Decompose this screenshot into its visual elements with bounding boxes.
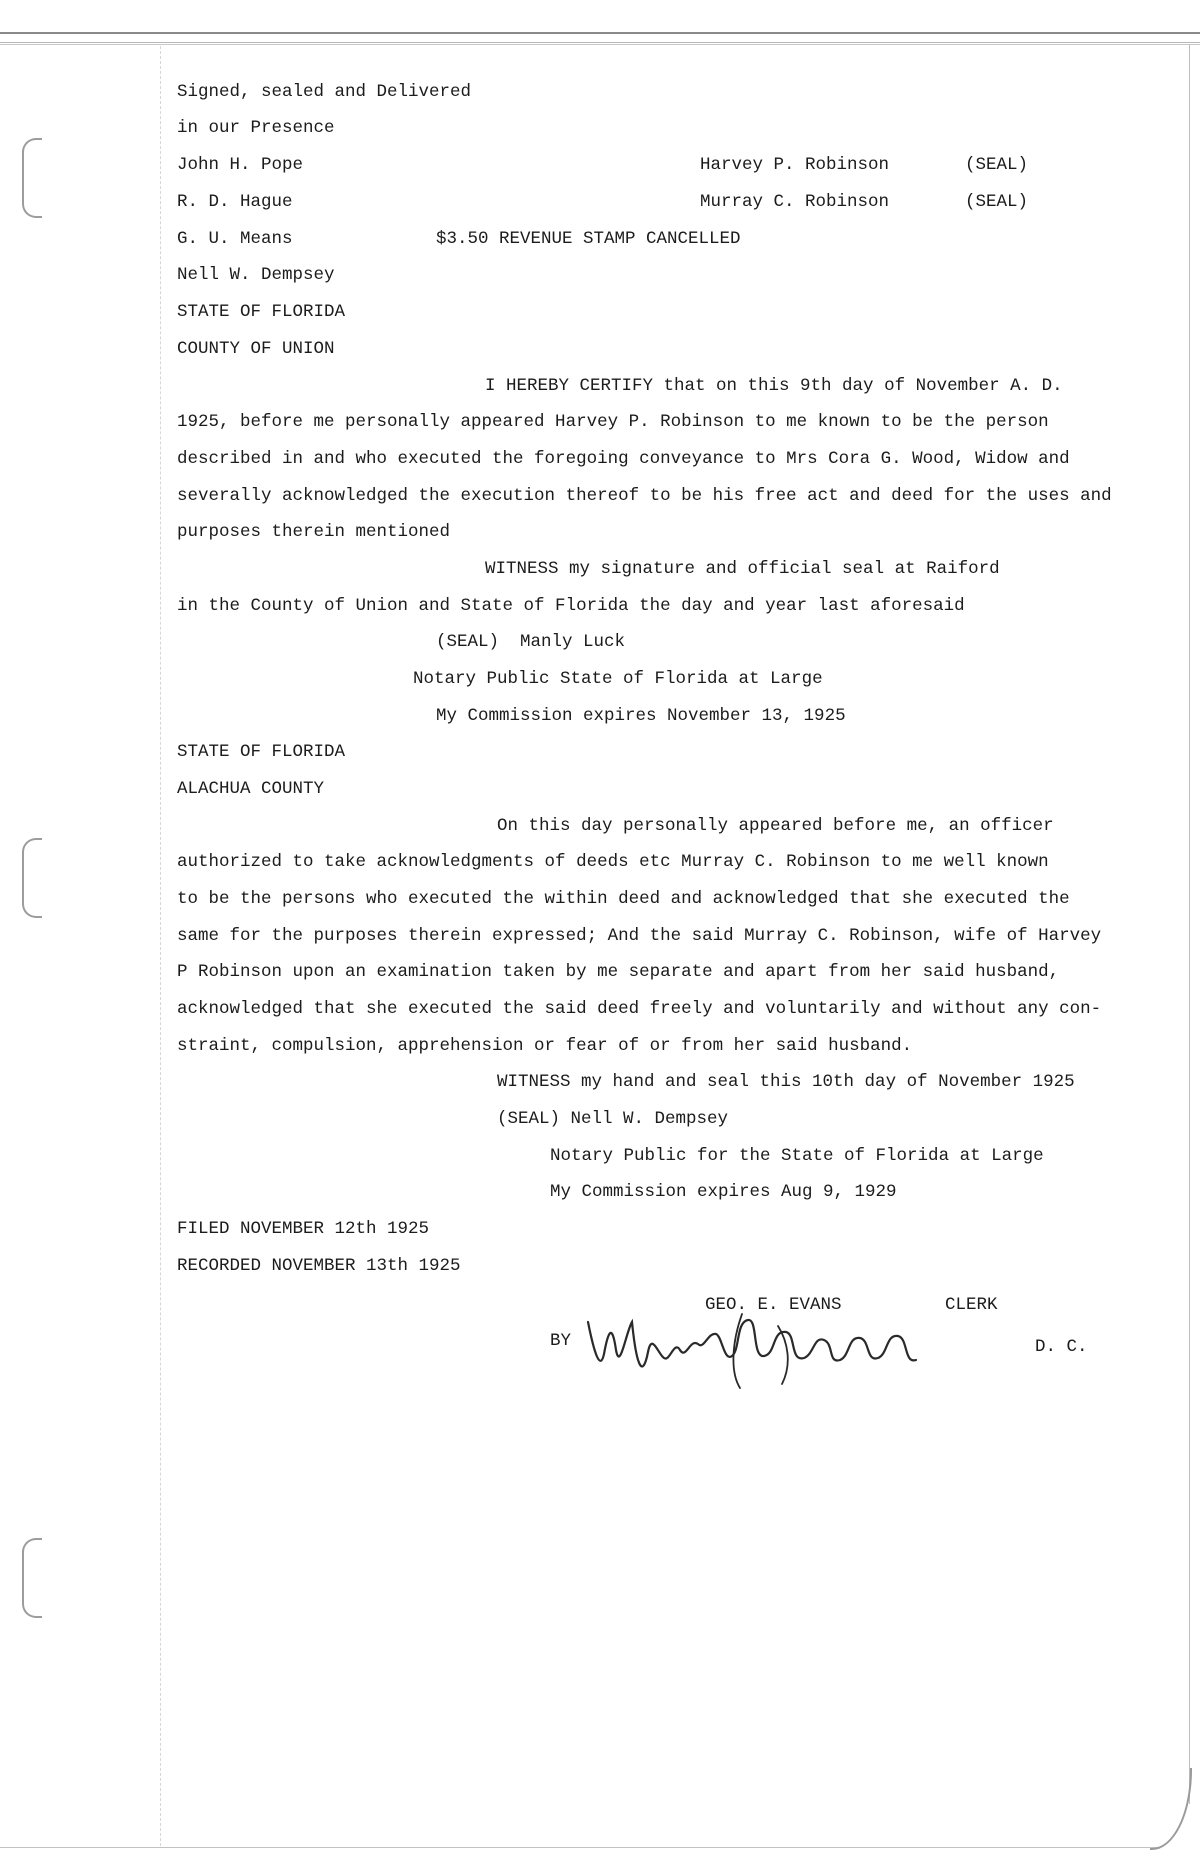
- handwritten-signature: [582, 1292, 942, 1402]
- ack2-body-line: authorized to take acknowledgments of deeds etc Murray C. Robinson to me well known: [177, 852, 1049, 872]
- page-top-border: [0, 32, 1200, 43]
- ack1-notary-line: Notary Public State of Florida at Large: [413, 669, 823, 689]
- clerk-title: CLERK: [945, 1295, 998, 1315]
- deputy-clerk-label: D. C.: [1035, 1337, 1088, 1357]
- ack1-body-line: I HEREBY CERTIFY that on this 9th day of November A. D.: [485, 376, 1063, 396]
- attest-line: Signed, sealed and Delivered: [177, 82, 472, 102]
- ack2-state: STATE OF FLORIDA: [177, 742, 346, 762]
- ack1-witness-line: in the County of Union and State of Florida the day and year last aforesaid: [177, 596, 965, 616]
- ack2-body-line: acknowledged that she executed the said deed freely and voluntarily and without any con-: [177, 999, 1102, 1019]
- page-bottom-edge: [0, 1847, 1160, 1848]
- ack2-body-line: same for the purposes therein expressed; And the said Murray C. Robinson, wife of Harvey: [177, 926, 1102, 946]
- clerk-name: GEO. E. EVANS: [705, 1295, 842, 1315]
- ack2-notary-line: My Commission expires Aug 9, 1929: [550, 1182, 897, 1202]
- ack2-body-line: to be the persons who executed the within deed and acknowledged that she executed the: [177, 889, 1070, 909]
- grantor-name: Harvey P. Robinson: [700, 155, 890, 175]
- binder-hole-top: [22, 138, 42, 218]
- witness-name: Nell W. Dempsey: [177, 265, 335, 285]
- ack2-body-line: On this day personally appeared before me, an officer: [497, 816, 1054, 836]
- page-top-rule: [0, 44, 1200, 45]
- revenue-stamp-note: $3.50 REVENUE STAMP CANCELLED: [436, 229, 741, 249]
- by-label: BY: [550, 1331, 572, 1351]
- witness-name: G. U. Means: [177, 229, 293, 249]
- ack2-notary-line: Notary Public for the State of Florida at Large: [550, 1146, 1044, 1166]
- binder-hole-middle: [22, 838, 42, 918]
- grantor-seal: (SEAL): [965, 192, 1029, 212]
- witness-name: John H. Pope: [177, 155, 304, 175]
- grantor-seal: (SEAL): [965, 155, 1029, 175]
- ack1-notary-line: (SEAL) Manly Luck: [436, 632, 626, 652]
- recorded-date: RECORDED NOVEMBER 13th 1925: [177, 1256, 461, 1276]
- page-right-edge: [1189, 44, 1190, 1804]
- ack1-body-line: purposes therein mentioned: [177, 522, 451, 542]
- page-curl-corner: [1150, 1768, 1192, 1850]
- ack1-state: STATE OF FLORIDA: [177, 302, 346, 322]
- ack1-body-line: severally acknowledged the execution thereof to be his free act and deed for the uses and: [177, 486, 1112, 506]
- ack2-county: ALACHUA COUNTY: [177, 779, 325, 799]
- grantor-name: Murray C. Robinson: [700, 192, 890, 212]
- left-margin-line: [160, 46, 161, 1846]
- ack2-notary-line: (SEAL) Nell W. Dempsey: [497, 1109, 729, 1129]
- ack1-body-line: described in and who executed the foregoing conveyance to Mrs Cora G. Wood, Widow and: [177, 449, 1070, 469]
- witness-name: R. D. Hague: [177, 192, 293, 212]
- attest-line: in our Presence: [177, 118, 335, 138]
- ack1-notary-line: My Commission expires November 13, 1925: [436, 706, 846, 726]
- binder-hole-bottom: [22, 1538, 42, 1618]
- filed-date: FILED NOVEMBER 12th 1925: [177, 1219, 430, 1239]
- ack1-witness-line: WITNESS my signature and official seal at Raiford: [485, 559, 1000, 579]
- ack2-body-line: straint, compulsion, apprehension or fear of or from her said husband.: [177, 1036, 913, 1056]
- ack1-body-line: 1925, before me personally appeared Harvey P. Robinson to me known to be the person: [177, 412, 1049, 432]
- ack2-body-line: P Robinson upon an examination taken by me separate and apart from her said husband,: [177, 962, 1060, 982]
- ack1-county: COUNTY OF UNION: [177, 339, 335, 359]
- ack2-witness-line: WITNESS my hand and seal this 10th day of November 1925: [497, 1072, 1075, 1092]
